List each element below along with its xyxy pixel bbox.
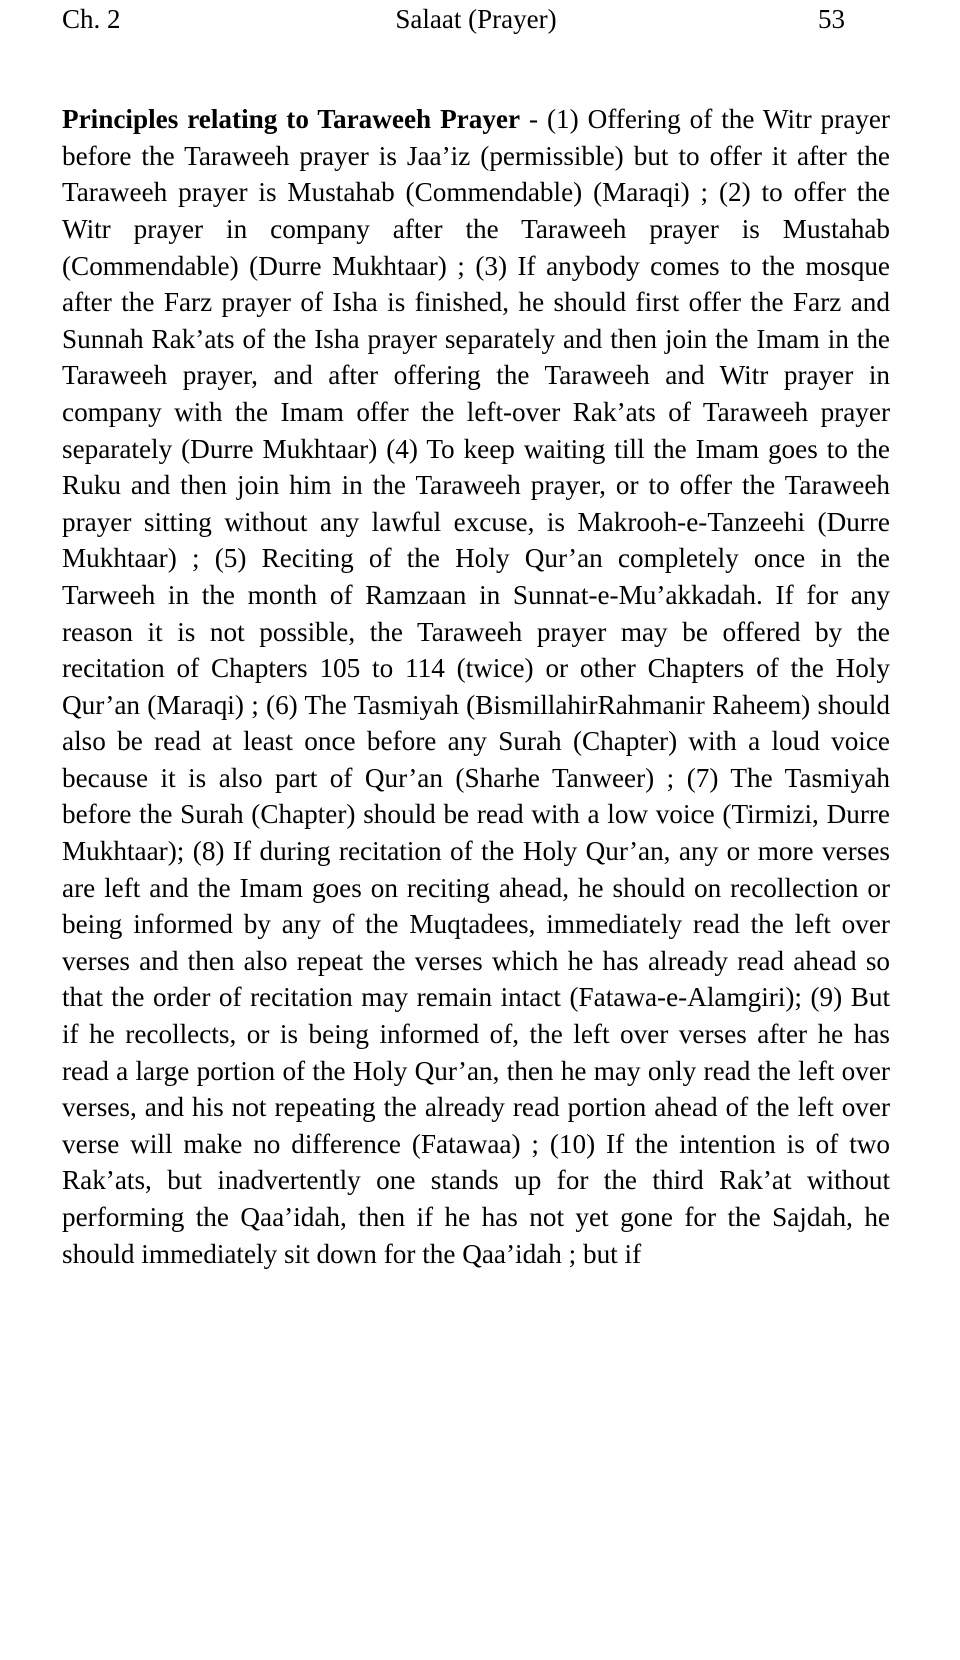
page-number: 53	[818, 4, 845, 34]
document-page	[62, 0, 890, 1660]
chapter-label: Ch. 2	[62, 4, 121, 34]
body-paragraph	[62, 101, 890, 1272]
section-heading: Principles relating to Taraweeh Prayer	[62, 104, 521, 135]
paragraph-text: - (1) Offering of the Witr prayer before the Taraweeh prayer is Jaa’iz (permissible) but to offer it after the Taraweeh prayer is Mustahab (Commendable) (Maraqi) ; (2) to offer the Witr prayer in company after the Taraweeh prayer is Mustahab (Commendable) (Durre Mukhtaar) ; (3) If anybody comes to the mosque after the Farz prayer of Isha is finished, he should first offer the Farz and Sunnah Rak’ats of the Isha prayer separately and then join the Imam in the Taraweeh prayer, and after offering the Taraweeh and Witr prayer in company with the Imam offer the left-over Rak’ats of Taraweeh prayer separately (Durre Mukhtaar) (4) To keep waiting till the Imam goes to the Ruku and then join him in the Taraweeh prayer, or to offer the Taraweeh prayer sitting without any lawful excuse, is Makrooh-e-Tanzeehi (Durre Mukhtaar) ; (5) Reciting of the Holy Qur’an completely once in the Tarweeh in the month of Ramzaan in Sunnat-e-Mu’akkadah. If for any reason it is not possible, the Taraweeh prayer may be offered by the recitation of Chapters 105 to 114 (twice) or other Chapters of the Holy Qur’an (Maraqi) ; (6) The Tasmiyah (BismillahirRahmanir Raheem) should also be read at least once before any Surah (Chapter) with a loud voice because it is also part of Qur’an (Sharhe Tanweer) ; (7) The Tasmiyah before the Surah (Chapter) should be read with a low voice (Tirmizi, Durre Mukhtaar); (8) If during recitation of the Holy Qur’an, any or more verses are left and the Imam goes on reciting ahead, he should on recollection or being informed by any of the Muqtadees, immediately read the left over verses and then also repeat the verses which he has already read ahead so that the order of recitation may remain intact (Fatawa-e-Alamgiri); (9) But if he recollects, or is being informed of, the left over verses after he has read a large portion of the Holy Qur’an, then he may only read the left over verses, and his not repeating the already read portion ahead of the left over verse will make no difference (Fatawaa) ; (10) If the intention is of two Rak’ats, but inadvertently one stands up for the third Rak’at without performing the Qaa’idah, then if he has not yet gone for the Sajdah, he should immediately sit down for the Qaa’idah ; but if	[62, 104, 890, 1269]
chapter-title: Salaat (Prayer)	[395, 4, 557, 34]
running-header	[62, 0, 890, 60]
